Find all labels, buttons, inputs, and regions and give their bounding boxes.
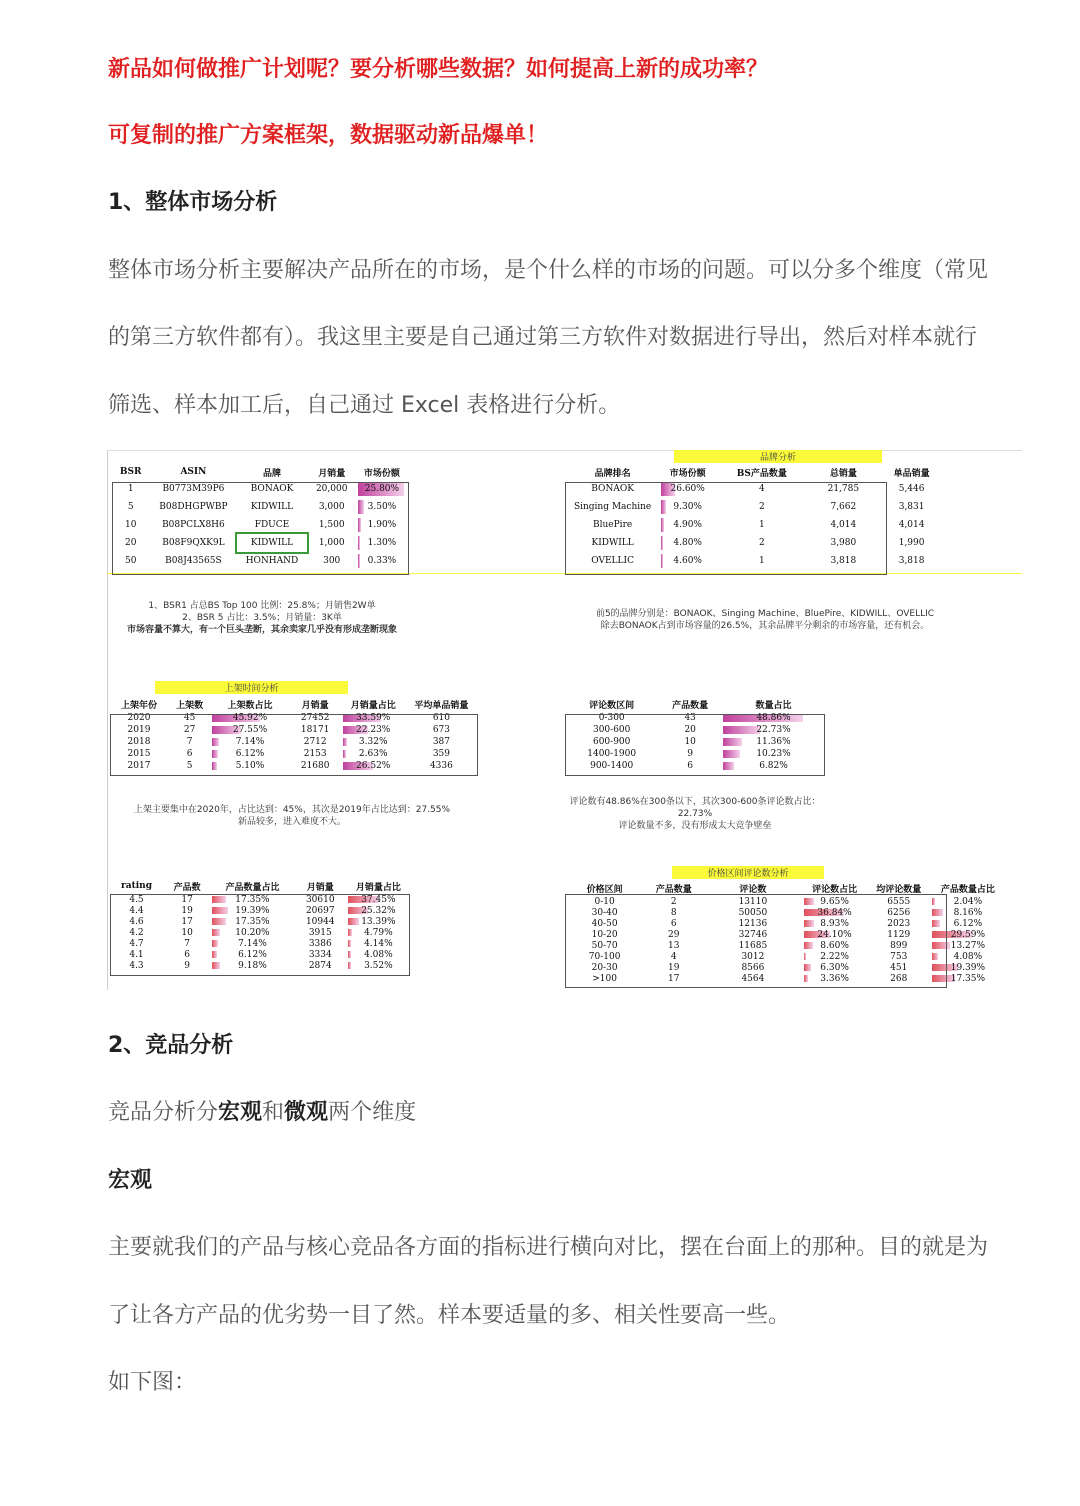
table-cell: KIDWILL: [237, 534, 306, 552]
table-cell: 2017: [127, 761, 151, 771]
table-cell: 4,014: [830, 520, 857, 530]
column-header: BSR: [119, 467, 142, 477]
bar-value: 26.52%: [356, 761, 391, 771]
text-prefix: 竞品分析分: [108, 1100, 219, 1125]
column-header: 平均单品销量: [414, 700, 469, 711]
table-cell: 13110: [738, 896, 768, 907]
table-cell: BluePire: [593, 520, 633, 530]
table-cell: 610: [432, 713, 450, 723]
table-cell: 21680: [300, 761, 330, 771]
bar-value: 6.12%: [238, 949, 267, 960]
table-cell: 7: [186, 737, 193, 747]
table-cell: 600-900: [592, 737, 631, 747]
table-cell: B08J43565S: [165, 556, 222, 566]
table-cell: B0773M39P6: [162, 484, 225, 494]
bold-micro: 微观: [284, 1100, 329, 1125]
table-cell: 387: [432, 737, 450, 747]
table-cell: 3915: [308, 927, 332, 938]
table-cell: 2712: [303, 737, 327, 747]
bar-value: 6.30%: [820, 962, 849, 973]
table-cell: 1,500: [318, 520, 345, 530]
table-cell: 4.3: [129, 960, 144, 971]
bsr-note-2: 2、BSR 5 占比：3.5%；月销量：3K单: [182, 613, 342, 623]
table-cell: >100: [592, 973, 617, 984]
bar-value: 10.23%: [756, 749, 791, 759]
table-cell: 1400-1900: [587, 749, 637, 759]
bar-value: 6.12%: [953, 918, 983, 929]
bar-value: 37.45%: [361, 894, 396, 905]
bar-value: 2.63%: [358, 749, 388, 759]
column-header: 品牌: [262, 468, 281, 479]
table-cell: OVELLIC: [591, 556, 634, 566]
table-cell: 6: [186, 749, 193, 759]
table-cell: 673: [432, 725, 450, 735]
table-cell: 3,818: [830, 556, 857, 566]
bar-value: 4.14%: [364, 938, 393, 949]
paragraph-macro-line2: 了让各方产品的优劣势一目了然。样本要适量的多、相关性要高一些。: [108, 1303, 791, 1328]
table-cell: 4.4: [129, 905, 144, 916]
bar-value: 13.39%: [361, 916, 396, 927]
table-cell: 19: [668, 962, 680, 973]
column-header: 产品数量: [672, 700, 709, 711]
column-header: 品牌排名: [594, 468, 631, 479]
bar-value: 2.04%: [953, 896, 983, 907]
table-cell: 6: [670, 918, 677, 929]
column-header: 月销量占比: [350, 700, 396, 711]
table-cell: 32746: [738, 929, 768, 940]
launch-note-1: 上架主要集中在2020年，占比达到：45%，其次是2019年占比达到：27.55%: [133, 805, 451, 815]
table-cell: 3,980: [830, 538, 857, 548]
table-cell: 29: [668, 929, 680, 940]
paragraph-market-line3: 筛选、样本加工后，自己通过 Excel 表格进行分析。: [108, 393, 621, 418]
table-cell: 27: [183, 725, 196, 735]
brand-note-1: 前5的品牌分别是：BONAOK、Singing Machine、BluePire、KIDWILL、OVELLIC: [595, 609, 935, 619]
paragraph-competitor: [108, 1095, 1008, 1126]
table-cell: 2019: [127, 725, 151, 735]
bar-value: 4.08%: [364, 949, 393, 960]
bar-value: 3.50%: [367, 502, 397, 512]
table-cell: 2: [670, 896, 677, 907]
table-cell: KIDWILL: [591, 538, 634, 548]
column-header: 产品数量: [655, 884, 692, 895]
column-header: 市场份额: [669, 468, 706, 479]
table-cell: BONAOK: [250, 484, 294, 494]
table-cell: 1: [758, 556, 765, 566]
table-cell: 27452: [300, 713, 330, 723]
table-cell: 10-20: [591, 929, 618, 940]
table-cell: 30-40: [591, 907, 618, 918]
table-cell: 18171: [300, 725, 330, 735]
table-cell: 899: [890, 940, 908, 951]
bar-value: 29.59%: [950, 929, 986, 940]
table-cell: 1129: [887, 929, 911, 940]
bar-value: 4.08%: [953, 951, 983, 962]
table-cell: 11685: [738, 940, 768, 951]
bar-value: 25.32%: [361, 905, 396, 916]
table-cell: 4: [670, 951, 677, 962]
headline-red-2: 可复制的推广方案框架，数据驱动新品爆单！: [108, 123, 549, 148]
table-cell: 0-10: [594, 896, 615, 907]
table-cell: Singing Machine: [573, 502, 652, 512]
section-title-competitor: 2、竞品分析: [108, 1033, 234, 1058]
column-header: 数量占比: [755, 700, 792, 711]
column-header: 评论数区间: [589, 700, 635, 711]
table-cell: 3334: [308, 949, 332, 960]
bar-value: 22.23%: [356, 725, 391, 735]
table-cell: 4.1: [129, 949, 144, 960]
column-header: 上架数: [176, 700, 204, 711]
bar-value: 45.92%: [232, 713, 268, 723]
bar-value: 6.12%: [235, 749, 265, 759]
paragraph-macro-line1: 主要就我们的产品与核心竞品各方面的指标进行横向对比，摆在台面上的那种。目的就是为: [108, 1235, 989, 1260]
table-cell: 20,000: [315, 484, 348, 494]
bar-value: 48.86%: [756, 713, 791, 723]
table-cell: 1: [758, 520, 765, 530]
table-cell: 4.6: [129, 916, 144, 927]
column-header: 上架年份: [120, 700, 157, 711]
bar-value: 19.39%: [950, 962, 986, 973]
table-cell: 3,831: [898, 502, 925, 512]
bar-value: 1.90%: [367, 520, 397, 530]
table-cell: 2023: [887, 918, 911, 929]
paragraph-market-line2: 的第三方软件都有）。我这里主要是自己通过第三方软件对数据进行导出，然后对样本就行: [108, 325, 978, 350]
bar-value: 17.35%: [235, 894, 270, 905]
table-cell: 451: [890, 962, 908, 973]
column-header: 月销量: [318, 468, 346, 479]
table-cell: 7,662: [830, 502, 857, 512]
table-cell: 8566: [741, 962, 765, 973]
table-cell: 8: [670, 907, 677, 918]
column-header: 上架数占比: [227, 700, 273, 711]
table-cell: 5,446: [898, 484, 925, 494]
column-header: 总销量: [829, 468, 857, 479]
table-cell: B08F9QXK9L: [162, 538, 225, 548]
bar-value: 8.16%: [953, 907, 983, 918]
bar-value: 11.36%: [756, 737, 791, 747]
table-cell: 9: [687, 749, 694, 759]
bar-value: 3.36%: [820, 973, 849, 984]
table-cell: 3012: [741, 951, 765, 962]
brand-note-2: 除去BONAOK占到市场容量的26.5%，其余品牌平分剩余的市场容量，还有机会。: [600, 621, 930, 631]
table-cell: 6: [687, 761, 694, 771]
table-cell: 3,818: [898, 556, 925, 566]
table-cell: 4,014: [898, 520, 925, 530]
table-cell: 300-600: [592, 725, 631, 735]
review-note-2: 评论数量不多，没有形成太大竞争壁垒: [618, 821, 772, 831]
table-cell: HONHAND: [245, 556, 299, 566]
table-cell: 3,000: [318, 502, 345, 512]
text-suffix: 两个维度: [328, 1100, 417, 1125]
bar-value: 8.60%: [820, 940, 849, 951]
table-cell: 17: [668, 973, 680, 984]
paragraph-market-line1: 整体市场分析主要解决产品所在的市场，是个什么样的市场的问题。可以分多个维度（常见: [108, 258, 989, 283]
subsection-title-macro: 宏观: [108, 1168, 153, 1193]
bar-value: 36.84%: [817, 907, 852, 918]
bar-value: 13.27%: [950, 940, 986, 951]
launch-time-title: 上架时间分析: [155, 681, 348, 694]
table-cell: 40-50: [591, 918, 618, 929]
table-cell: 1: [127, 484, 134, 494]
column-header: 产品数: [173, 882, 201, 893]
table-cell: 17: [181, 916, 193, 927]
table-cell: 50-70: [591, 940, 618, 951]
column-header: 市场份额: [363, 468, 400, 479]
bar-value: 7.14%: [238, 938, 267, 949]
table-cell: 20: [684, 725, 696, 735]
column-header: 月销量: [301, 700, 329, 711]
table-cell: 4336: [429, 761, 453, 771]
bsr-note-1: 1、BSR1 占总BS Top 100 比例：25.8%；月销售2W单: [148, 601, 376, 611]
table-cell: 19: [181, 905, 193, 916]
table-cell: B08DHGPWBP: [159, 502, 228, 512]
table-cell: 10944: [305, 916, 335, 927]
bar-value: 25.80%: [364, 484, 400, 494]
bar-value: 0.33%: [367, 556, 397, 566]
table-cell: 753: [890, 951, 908, 962]
table-cell: 10: [124, 520, 137, 530]
table-cell: 1,000: [318, 538, 345, 548]
table-cell: 268: [890, 973, 908, 984]
table-cell: 50: [124, 556, 137, 566]
table-cell: 6256: [887, 907, 911, 918]
column-header: 均评论数量: [876, 884, 922, 895]
bar-value: 1.30%: [367, 538, 397, 548]
table-cell: 3386: [308, 938, 332, 949]
bar-value: 6.82%: [759, 761, 788, 771]
bar-value: 27.55%: [232, 725, 268, 735]
table-cell: 2: [758, 502, 765, 512]
table-cell: 4.2: [129, 927, 144, 938]
table-cell: KIDWILL: [250, 502, 294, 512]
bar-value: 10.20%: [235, 927, 270, 938]
table-cell: 4: [758, 484, 765, 494]
table-cell: BONAOK: [591, 484, 634, 494]
column-header: 产品数量占比: [940, 884, 995, 895]
headline-red-1: 新品如何做推广计划呢？要分析哪些数据？如何提高上新的成功率？: [108, 57, 769, 82]
bar-value: 24.10%: [817, 929, 852, 940]
column-header: 月销量占比: [355, 882, 401, 893]
table-cell: 1,990: [898, 538, 925, 548]
bar-value: 8.93%: [820, 918, 849, 929]
section-title-market: 1、整体市场分析: [108, 190, 278, 215]
table-cell: 10: [181, 927, 193, 938]
table-cell: 9: [184, 960, 190, 971]
table-cell: 43: [684, 713, 696, 723]
brand-analysis-title: 品牌分析: [674, 450, 882, 463]
bar-value: 17.35%: [235, 916, 270, 927]
table-cell: 900-1400: [590, 761, 634, 771]
bar-value: 3.32%: [358, 737, 388, 747]
table-cell: 2874: [308, 960, 332, 971]
table-cell: 4.5: [129, 894, 144, 905]
table-cell: 2020: [127, 713, 151, 723]
table-cell: 2153: [303, 749, 327, 759]
bar-value: 3.52%: [364, 960, 393, 971]
bar-value: 9.18%: [238, 960, 267, 971]
text-and: 和: [262, 1100, 285, 1125]
table-cell: 2018: [127, 737, 151, 747]
table-cell: 20697: [305, 905, 335, 916]
column-header: 单品销量: [893, 468, 930, 479]
column-header: 月销量: [306, 882, 334, 893]
table-cell: FDUCE: [254, 520, 290, 530]
table-cell: 0-300: [598, 713, 625, 723]
bar-value: 4.80%: [673, 538, 702, 548]
bold-macro: 宏观: [218, 1100, 263, 1125]
column-header: 评论数: [739, 884, 767, 895]
bar-value: 9.65%: [820, 896, 849, 907]
launch-note-2: 新品较多，进入难度不大。: [237, 817, 346, 827]
bar-value: 4.79%: [364, 927, 393, 938]
excel-analysis-figure: [107, 450, 1022, 990]
table-cell: 21,785: [827, 484, 860, 494]
table-cell: 50050: [738, 907, 768, 918]
bsr-note-3: 市场容量不算大，有一个巨头垄断，其余卖家几乎没有形成垄断现象: [126, 625, 397, 635]
bar-value: 33.59%: [356, 713, 391, 723]
bar-value: 19.39%: [235, 905, 270, 916]
paragraph-see-below: 如下图：: [108, 1370, 197, 1395]
table-cell: 30610: [305, 894, 335, 905]
table-cell: 2015: [127, 749, 151, 759]
table-cell: 13: [668, 940, 680, 951]
column-header: 产品数量占比: [225, 882, 280, 893]
bar-value: 2.22%: [820, 951, 849, 962]
table-cell: 6555: [887, 896, 911, 907]
column-header: BS产品数量: [736, 468, 787, 479]
bar-value: 5.10%: [235, 761, 265, 771]
table-cell: 10: [684, 737, 696, 747]
bar-value: 4.60%: [673, 556, 702, 566]
bar-value: 22.73%: [756, 725, 791, 735]
review-note-1: 评论数有48.86%在300条以下，其次300-600条评论数占比：22.73%: [569, 797, 821, 819]
table-cell: 4564: [741, 973, 765, 984]
column-header: 价格区间: [586, 884, 623, 895]
bar-value: 26.60%: [670, 484, 705, 494]
bar-value: 17.35%: [950, 973, 986, 984]
table-cell: 7: [184, 938, 190, 949]
column-header: ASIN: [180, 467, 207, 477]
bar-value: 9.30%: [673, 502, 702, 512]
table-cell: 6: [184, 949, 190, 960]
table-cell: 5: [186, 761, 193, 771]
table-cell: 17: [181, 894, 193, 905]
table-cell: 45: [183, 713, 196, 723]
bar-value: 4.90%: [673, 520, 702, 530]
table-cell: 70-100: [588, 951, 621, 962]
table-cell: B08PCLX8H6: [162, 520, 225, 530]
table-cell: 359: [432, 749, 450, 759]
column-header: 评论数占比: [812, 884, 858, 895]
table-cell: 2: [758, 538, 765, 548]
table-cell: 300: [323, 556, 341, 566]
table-cell: 4.7: [129, 938, 144, 949]
bar-value: 7.14%: [235, 737, 265, 747]
table-cell: 20: [124, 538, 137, 548]
table-cell: 12136: [738, 918, 768, 929]
table-cell: 20-30: [591, 962, 618, 973]
column-header: rating: [121, 881, 153, 891]
price-review-title: 价格区间评论数分析: [672, 866, 824, 879]
table-cell: 5: [127, 502, 134, 512]
